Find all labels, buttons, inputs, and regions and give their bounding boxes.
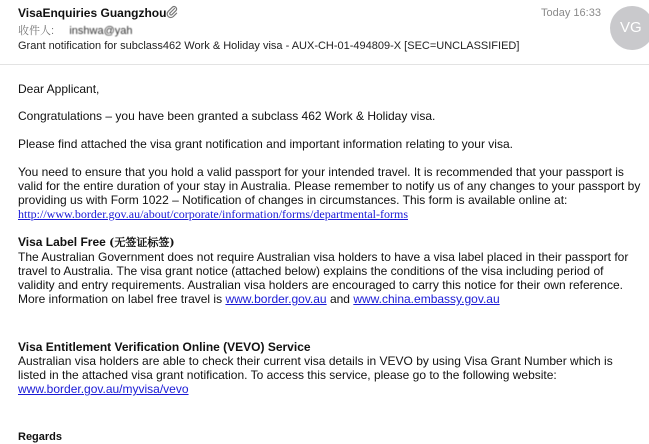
label-free-paragraph bbox=[18, 250, 643, 306]
message-body bbox=[18, 82, 643, 444]
attachment-note: Please find attached the visa grant notification and important information relating to your visa. bbox=[18, 137, 513, 151]
avatar: VG bbox=[610, 6, 649, 50]
form-link[interactable]: http://www.border.gov.au/about/corporate/information/forms/departmental-forms bbox=[18, 207, 409, 221]
regards: Regards bbox=[18, 431, 63, 443]
embassy-link[interactable]: www.china.embassy.gov.au bbox=[353, 292, 500, 306]
label-free-title: Visa Label Free bbox=[18, 235, 106, 249]
label-free-heading bbox=[18, 235, 643, 250]
sender-name[interactable]: VisaEnquiries Guangzhou bbox=[18, 6, 167, 20]
border-link[interactable]: www.border.gov.au bbox=[225, 292, 327, 306]
message-time: Today 16:33 bbox=[541, 7, 601, 19]
congrats-text: Congratulations – you have been granted a subclass 462 Work & Holiday visa. bbox=[18, 109, 436, 123]
greeting: Dear Applicant, bbox=[18, 82, 100, 96]
paperclip-icon[interactable] bbox=[165, 5, 179, 19]
vevo-paragraph bbox=[18, 354, 643, 396]
recipient-row bbox=[18, 22, 133, 38]
message-subject: Grant notification for subclass462 Work & Holiday visa - AUX-CH-01-494809-X [SEC=UNCLASSIFIED] bbox=[18, 40, 520, 52]
message-header bbox=[0, 0, 649, 62]
recipient-label: 收件人: bbox=[18, 25, 55, 37]
header-divider bbox=[0, 64, 649, 65]
passport-paragraph bbox=[18, 165, 643, 221]
vevo-text: Australian visa holders are able to check their current visa details in VEVO by using Visa Grant Number which is listed in the attached visa grant notification. To access this service, please go to the following website: bbox=[18, 354, 613, 382]
label-free-text: The Australian Government does not require Australian visa holders to have a visa label placed in their passport for travel to Australia. The visa grant notice (attached below) explains the conditions of the visa including period of validity and entry requirements. Australian visa holders are encouraged to carry this notice for their own reference. More information on label free travel is bbox=[18, 250, 629, 306]
label-free-title-cn: (无签证标签) bbox=[109, 236, 175, 249]
vevo-heading: Visa Entitlement Verification Online (VEVO) Service bbox=[18, 340, 311, 354]
recipient-address[interactable]: inshwa@yah bbox=[57, 25, 133, 37]
passport-text: You need to ensure that you hold a valid passport for your intended travel. It is recommended that your passport is valid for the entire duration of your stay in Australia. Please remember to notify us of any changes to your passport by providing us with Form 1022 – Notification of changes in circumstances. This form is available online at: bbox=[18, 165, 641, 207]
vevo-link[interactable]: www.border.gov.au/myvisa/vevo bbox=[18, 382, 189, 396]
and-text: and bbox=[329, 292, 350, 306]
